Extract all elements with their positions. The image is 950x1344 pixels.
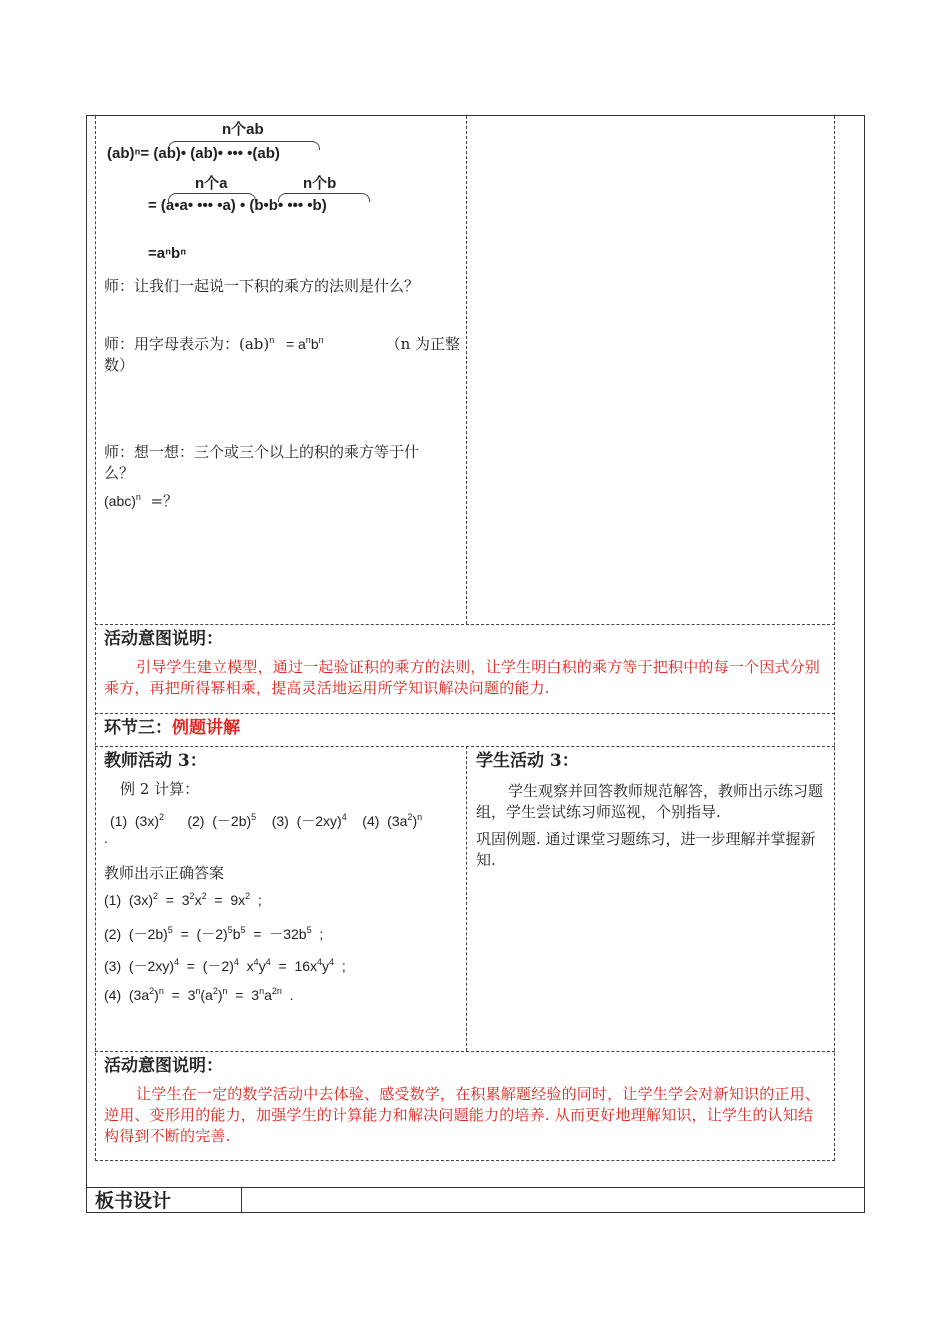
answer-4: (4) $(3a^2)^n = 3^n(a^2)^n = 3^na^{2n}$ . <box>104 986 294 1003</box>
teacher-question-3-line-2: 么？ <box>104 464 135 482</box>
row-divider-3 <box>95 746 835 747</box>
derivation-line-3: =aⁿbⁿ <box>148 245 187 262</box>
intent-1-title: 活动意图说明： <box>104 629 223 649</box>
outer-right-border <box>864 115 865 1213</box>
section-3-heading: 环节三：例题讲解 <box>104 718 240 738</box>
label-n-b: n个b <box>303 175 337 192</box>
teacher-activity-3-title: 教师活动 3： <box>104 751 207 771</box>
label-n-ab: n个ab <box>222 121 264 138</box>
derivation-line-2: = (a•a• ••• •a) • (b•b• ••• •b) <box>148 197 327 214</box>
intent-1-text: 引导学生建立模型，通过一起验证积的乘方的法则，让学生明白积的乘方等于把积中的每一个因式分别乘方，再把所得幂相乘，提高灵活地运用所学知识解决问题的能力. <box>104 658 821 697</box>
answer-2: (2) $(-2b)^5 = (-2)^5b^5 = -32b^5$ ; <box>104 925 324 942</box>
example-2-label: 例 2 计算： <box>120 780 200 798</box>
row-divider-4 <box>95 1051 835 1052</box>
student-activity-3-text-1: 学生观察并回答教师规范解答，教师出示练习题组，学生尝试练习师巡视，个别指导. <box>476 782 824 821</box>
example-2-problems: (1) $(3x)^2$ (2) $(-2b)^5$ (3) $(-2xy)^4$ (4) $(3a^2)^n$ <box>110 812 423 829</box>
intent-2-text: 让学生在一定的数学活动中去体验、感受数学，在积累解题经验的同时，让学生学会对新知识的正用、逆用、变形用的能力，加强学生的计算能力和解决问题能力的培养. 从而更好地理解知识，让学生的认知结构得到不断的完善. <box>104 1085 821 1145</box>
teacher-question-3-line-1: 师：想一想：三个或三个以上的积的乘方等于什 <box>104 443 420 461</box>
outer-top-border <box>86 115 865 116</box>
student-activity-3-text-2: 巩固例题. 通过课堂习题练习，进一步理解并掌握新知. <box>476 830 816 869</box>
example-2-period: . <box>104 830 108 846</box>
board-design-label: 板书设计 <box>95 1190 172 1212</box>
inner-right-border <box>834 116 835 1161</box>
outer-left-border <box>86 115 87 1213</box>
teacher-question-1: 师：让我们一起说一下积的乘方的法则是什么？ <box>104 277 420 295</box>
answer-intro: 教师出示正确答案 <box>104 864 225 882</box>
teacher-question-2: 师：用字母表示为：(ab)$^n$ = $a^nb^n$ （n 为正整 <box>104 335 460 353</box>
teacher-question-2-tail: 数） <box>104 356 135 374</box>
label-n-a: n个a <box>195 175 228 192</box>
column-divider-top <box>466 116 467 624</box>
column-divider-bottom <box>466 746 467 1051</box>
inner-left-border <box>95 116 96 1161</box>
teacher-question-4: (abc)$^n$ =？ <box>104 492 179 510</box>
answer-1: (1) $(3x)^2 = 3^2x^2 = 9x^2$ ; <box>104 891 262 908</box>
outer-bottom-border <box>86 1212 865 1213</box>
derivation-line-1: (ab)ⁿ= (ab)• (ab)• ••• •(ab) <box>107 145 280 162</box>
intent-2-title: 活动意图说明： <box>104 1056 223 1076</box>
answer-3: (3) $(-2xy)^4 = (-2)^4$ $x^4y^4 = 16x^4y^4$ ; <box>104 957 346 974</box>
row-divider-2 <box>95 713 835 714</box>
row-divider-5 <box>95 1160 835 1161</box>
row-divider-1 <box>95 624 835 625</box>
board-design-content-cell <box>242 1188 864 1212</box>
student-activity-3-title: 学生活动 3： <box>476 751 579 771</box>
